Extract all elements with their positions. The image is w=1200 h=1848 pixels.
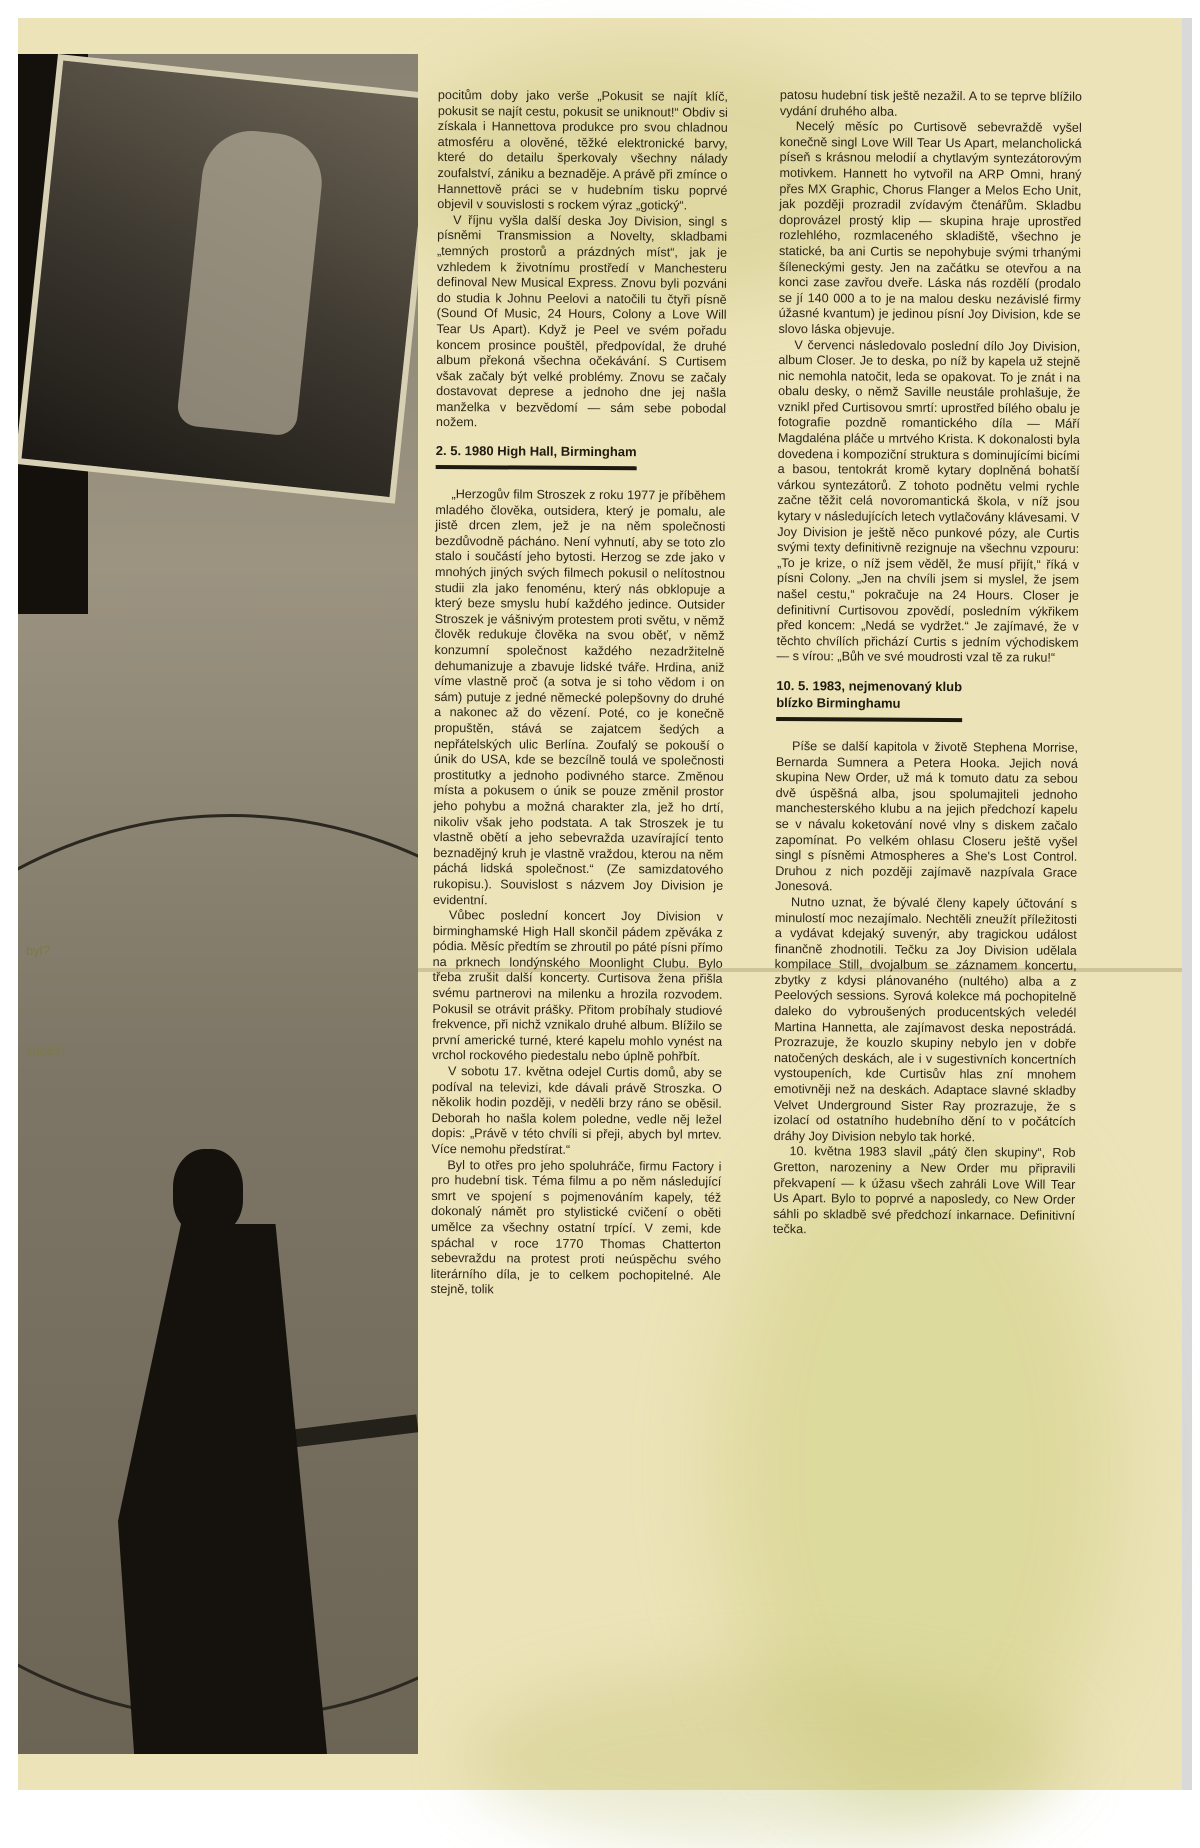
singer-figure xyxy=(176,126,327,437)
paragraph: Byl to otřes pro jeho spoluhráče, firmu Factory i pro hudební tisk. Téma filmu a po něm následující smrt ve spojení s pojmenováním kapely, též dokonalý námět pro stylistické cvičení o oběti umělce za všechny ostatní trpící. V zemi, kde spáchal v roce 1770 Thomas Chatterton sebevraždu na protest proti neúspěchu svého literárního díla, je to celkem pochopitelné. Ale stejně, tolik xyxy=(430,1157,722,1297)
photo-collage xyxy=(18,54,418,1754)
paper-stain xyxy=(468,1668,1068,1848)
heading-line: blízko Birminghamu xyxy=(776,694,901,711)
paragraph: „Herzogův film Stroszek z roku 1977 je příběhem mladého člověka, outsidera, který je pomalu, ale jistě drcen zlem, jež je na něm společnosti bezdůvodně pácháno. Není vyhnutí, aby se toto zlo stalo i součástí jeho bytosti. Herzog se zde jako v mnohých jiných svých filmech pokusil o nelítostnou studii zla jako fenoménu, který nás obklopuje a který beze smyslu hubí každého jedince. Outsider Stroszek je vášnivým protestem proti světu, v němž člověk redukuje člověka na svou oběť, v němž konzumní společnost každého nezadržitelně dehumanizuje a zbavuje lidské tváře. Hrdina, aniž víme vlastně proč (a sotva je si toho vědom i on sám) putuje z jedné německé polepšovny do druhé a nakonec až do vězení. Poté, co je konečně propuštěn, stává se zajatcem šedých a nepřátelských ulic Berlína. Zoufalý se pokouší o únik do USA, kde se bezcílně toulá ve společnosti prostitutky a jednoho podivného starce. Změnou místa a pokusem o únik se pouze změnil prostor jeho pohybu a možná charakter zla, jež ho drtí, nikoliv však jeho podstata. A tak Stroszek je tu vlastně obětí a jeho sebevražda uzavírající tento beznadějný kruh je vlastně vraždou, kterou na něm páchá lidská společnost.“ (Ze samizdatového rukopisu.). Souvislost s názvem Joy Division je evidentní. xyxy=(433,487,726,907)
paragraph: patosu hudební tisk ještě nezažil. A to se teprve blížilo vydání druhého alba. xyxy=(779,88,1082,119)
cropped-side-text: cades) xyxy=(26,1043,66,1058)
paragraph: Vůbec poslední koncert Joy Division v birminghamské High Hall skončil pádem zpěváka z pódia. Měsíc předtím se zhroutil po páté písni přímo na prknech londýnského Moonlight Clubu. Bylo třeba zrušit další koncerty. Curtisova žena přišla svému partnerovi na milenku a hrozila rozvodem. Pokusil se otrávit prášky. Přitom probíhaly studiové frekvence, při nichž vznikalo druhé album. Blížilo se první americké turné, které kapelu mohlo vynést na vrchol rockového piedestalu nebo úplně pohřbít. xyxy=(432,908,723,1065)
paragraph: Nutno uznat, že bývalé členy kapely účtování s minulostí moc nezajímalo. Nechtěli zneužít příležitosti a vydávat kdejaký suvenýr, aby tragickou událost finančně zhodnotili. Tečku za Joy Division udělala kompilace Still, dvojalbum se záznamem koncertu, zbytky z kdysi plánovaného (nultého) alba a z Peelových sessions. Syrová kolekce má pochopitelně daleko do vybroušených producentských veledél Martina Hannetta, ale zajímavost deska nepostrádá. Prozrazuje, že kouzlo skupiny nebylo jen v dobře natočených deskách, ale i v sugestivních koncertních vystoupeních, kde Curtisův hlas zní mnohem emotivněji než na deskách. Adaptace slavné skladby Velvet Underground Sister Ray prozrazuje, že s izolací od ostatního hudebního dění to v počátcích dráhy Joy Division nebylo tak horké. xyxy=(773,894,1078,1145)
section-heading: 2. 5. 1980 High Hall, Birmingham xyxy=(436,443,637,470)
paragraph: V červenci následovalo poslední dílo Joy Division, album Closer. Je to deska, po níž by kapela už stejně nic nemohla natočit, leda se opakovat. To je znát i na obalu desky, o němž Saville neustále prohlašuje, že vznikl před Curtisovou smrtí: uprostřed bílého obalu je fotografie pozdně romantického díla — Máří Magdaléna pláče u mrtvého Krista. K dokonalosti byla dovedena i kompoziční struktura s dominujícími bicími a basou, tentokrát kromě kytary doplněná bohatší várkou syntezátorů. Z tohoto podnětu velmi rychle začne těžit celá novoromantická škola, v níž jsou kytary v následujících letech vytlačovány klávesami. V Joy Division je ještě něco punkové pózy, ale Curtis svými texty definitivně rezignuje na všechnu vzpouru: „To je krize, o níž jsem věděl, že musí přijít,“ říká v písni Colony. „Jen na chvíli jsem si myslel, že jsem našel cestu,“ pokračuje na 24 Hours. Closer je definitivní Curtisovou zpovědí, posledním výkřikem před koncem: „Nedá se vydržet.“ Je zajímavé, že v těchto chvílích přichází Curtis s jedním východiskem — s vírou: „Bůh ve své moudrosti vzal tě za ruku!“ xyxy=(776,337,1081,666)
newspaper-page xyxy=(18,18,1192,1790)
paragraph: pocitům doby jako verše „Pokusit se najít klíč, pokusit se najít cestu, pokusit se uniknout!“ Obdiv si získala i Hannettova produkce pro svou chladnou atmosféru a olověné, těžké elektronické barvy, které do detailu šperkovaly všechny nálady zoufalství, zániku a beznaděje. A právě při zmínce o Hannettově práci se v hudebním tisku poprvé objevil v souvislosti s rockem výraz „gotický“. xyxy=(437,88,728,213)
section-heading xyxy=(776,677,962,722)
article-column-right xyxy=(773,88,1082,1240)
paragraph: Píše se další kapitola v životě Stephena Morrise, Bernarda Sumnera a Petera Hooka. Jejich nová skupina New Order, už má k tomuto datu za sebou dvě úspěšná alba, jsou spolumajiteli jednoho manchesterského klubu a na jejich předchozí kapelu se v návalu koketování nové vlny s diskem začalo zapomínat. Po velkém ohlasu Closeru ještě vyšel singl s písněmi Atmospheres a She's Lost Control. Druhou z nich později zajímavě nazpívala Grace Jonesová. xyxy=(775,739,1079,894)
inset-photo-singer xyxy=(18,54,418,504)
heading-line: 10. 5. 1983, nejmenovaný klub xyxy=(776,677,963,695)
paragraph: 10. května 1983 slavil „pátý člen skupiny“, Rob Gretton, narozeniny a New Order mu připravili překvapení — k úžasu všech zahráli Love Will Tear Us Apart. Bylo to poprvé a naposledy, co New Order sáhli po skladbě své předchozí inkarnace. Definitivní tečka. xyxy=(772,1144,1076,1237)
paragraph: V sobotu 17. května odejel Curtis domů, aby se podíval na televizi, kde dávali právě Stroszka. O několik hodin později, v neděli brzy ráno se oběsil. Deborah ho našla kolem poledne, vedle něj ležel dopis: „Právě v této chvíli si přeji, abych byl mrtev. Více nemohu předstírat.“ xyxy=(431,1064,723,1157)
paragraph: Necelý měsíc po Curtisově sebevraždě vyšel konečně singl Love Will Tear Us Apart, melancholická píseň s krásnou melodií a chytlavým syntezátorovým motivkem. Hannett ho vytvořil na ARP Omni, hraný přes MX Graphic, Chorus Flanger a Melos Echo Unit, jak později prozradil zvídavým čtenářům. Skladbu doprovázel prostý klip — skupina hraje uprostřed rozlehlého, rozmlaceného skladiště, všechno je statické, ba ani Curtis se nepohybuje svými trhanými šíleneckými gesty. Jen na začátku se otevřou a na konci zase zavřou dveře. Láska nás rozdělí (prodalo se jí 140 000 a to je na malou desku nezávislé firmy úžasné kvantum) je jedinou písní Joy Division, kde se slovo láska objevuje. xyxy=(778,119,1082,337)
cropped-side-text: byl? xyxy=(26,943,50,958)
article-column-left xyxy=(431,88,728,1300)
person-silhouette-head xyxy=(173,1149,243,1234)
paragraph: V říjnu vyšla další deska Joy Division, singl s písněmi Transmission a Novelty, skladbami „temných prostorů a prázdných míst“, jak je vzhledem k životnímu prostředí v Manchesteru definoval New Musical Express. Znovu byli pozváni do studia k Johnu Peelovi a natočili tu čtyři písně (Sound Of Music, 24 Hours, Colony a Love Will Tear Us Apart). Když je Peel ve svém pořadu koncem prosince pouštěl, předpovídal, že druhé album překoná všechna očekávání. S Curtisem však začaly být velké problémy. Znovu se začaly dostavovat deprese a jednoho dne jej našla manželka v bezvědomí — sám sebe pobodal nožem. xyxy=(435,212,728,430)
